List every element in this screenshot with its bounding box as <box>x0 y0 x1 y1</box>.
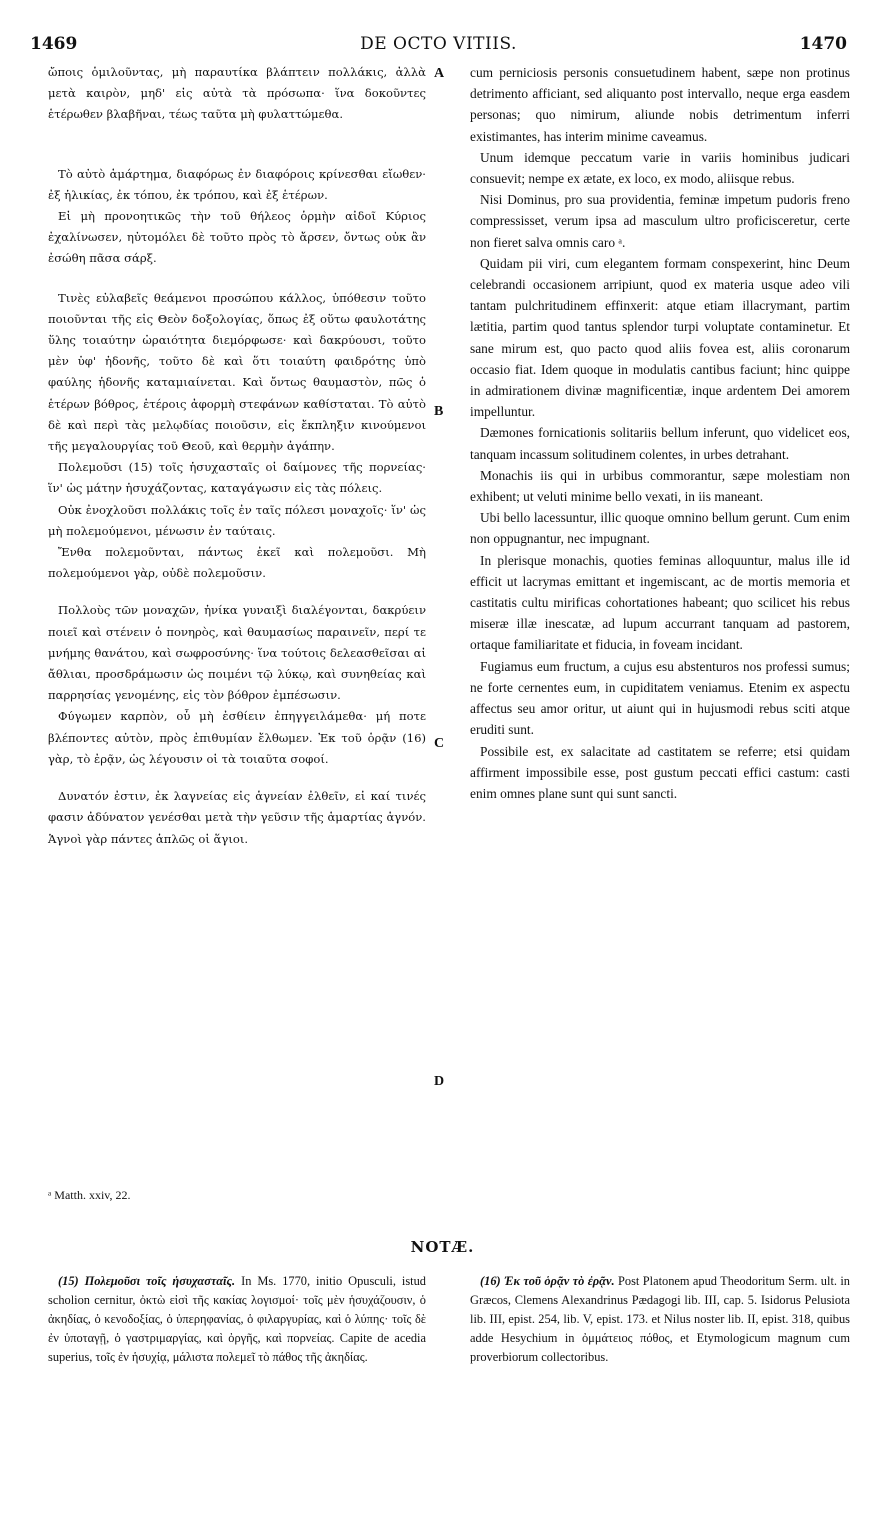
note-15-text: In Ms. 1770, initio Opusculi, istud scholion cernitur, ὀκτὼ εἰσὶ τῆς κακίας λογισμοί· τοῖς μὲν ἡσυχάζουσιν, ὁ ἀκηδίας, ὁ κενοδοξίας, ὁ ὑπερηφανίας, ὁ φιλαργυρίας, καὶ ὁ λύπης· τοῖς δὲ ἐν ὑποταγῇ, ὁ γαστριμαργίας, καὶ ὀργῆς, καὶ πορνείας. Capite de acedia superius, τοῖς ἐν ἡσυχίᾳ, μάλιστα πολεμεῖ τὸ πάθος τῆς ἀκηδίας. <box>48 1274 427 1364</box>
greek-paragraph: Πολλοὺς τῶν μοναχῶν, ἡνίκα γυναιξὶ διαλέγονται, δακρύειν ποιεῖ καὶ στένειν ὁ πονηρὸς, καὶ θαυμασίως παραινεῖν, περί τε μνήμης θανάτου, καὶ σωφροσύνης· ἵνα τούτοις δελεασθεῖσαι αἱ ἄθλιαι, προσδράμωσιν ὡς ποιμένι τῷ λύκῳ, καὶ συνηθείας καὶ παρρησίας γενομένης, εἰς τὸν βόθρον ἐμπέσωσιν. <box>48 603 426 703</box>
notes-heading: NOTÆ. <box>410 1238 475 1256</box>
greek-paragraph: Ἔνθα πολεμοῦνται, πάντως ἐκεῖ καὶ πολεμοῦσι. Μὴ πολεμούμενοι γὰρ, οὐδὲ πολεμοῦσιν. <box>48 545 426 581</box>
greek-paragraph: Τὸ αὐτὸ ἁμάρτημα, διαφόρως ἐν διαφόροις κρίνεσθαι εἴωθεν· ἐξ ἡλικίας, ἐκ τόπου, ἐκ τρόπου, καὶ ἐξ ἑτέρων. <box>48 166 426 202</box>
greek-paragraph: Δυνατόν ἐστιν, ἐκ λαγνείας εἰς ἁγνείαν ἐλθεῖν, εἰ καί τινές φασιν ἀδύνατον γενέσθαι μετὰ τὴν γεῦσιν τῆς ἁμαρτίας ἁγνόν. Ἁγνοὶ γὰρ πάντες ἁπλῶς οἱ ἅγιοι. <box>48 789 426 846</box>
note-15-label: (15) Πολεμοῦσι τοῖς ἡσυχασταῖς. <box>58 1274 236 1288</box>
note-16-label: (16) Ἐκ τοῦ ὁρᾷν τὸ ἐρᾷν. <box>480 1274 615 1288</box>
greek-paragraph: Εἰ μὴ προνοητικῶς τὴν τοῦ θήλεος ὁρμὴν αἰδοῖ Κύριος ἐχαλίνωσεν, ηὐτομόλει δὲ τοῦτο πρὸς τὸ ἄρσεν, ὄντως οὐκ ἂν ἐσώθη πᾶσα σάρξ. <box>48 209 426 266</box>
latin-paragraph: Monachis iis qui in urbibus commorantur, sæpe molestiam non exhibent; ut veluti minime bello vexati, in iis maneant. <box>470 467 850 505</box>
greek-paragraph: Πολεμοῦσι (15) τοῖς ἡσυχασταῖς οἱ δαίμονες τῆς πορνείας· ἵν' ὡς μάτην ἡσυχάζοντας, καταγάγωσιν εἰς τὰς πόλεις. <box>48 460 426 496</box>
latin-paragraph: Dæmones fornicationis solitariis bellum inferunt, quo videlicet eos, tanquam incassum solitudinem colentes, in urbes detrahant. <box>470 425 850 462</box>
note-15 <box>48 1272 426 1367</box>
page-number-right: 1470 <box>799 34 847 54</box>
latin-paragraph: Fugiamus eum fructum, a cujus esu abstenturos nos professi sumus; ne forte cernentes eum, in cupiditatem veniamus. Etenim ex aspectu affectus seu amor oritur, ut aiunt qui in hujusmodi rebus sciti atque eruditi sunt. <box>470 658 850 738</box>
greek-paragraph: Τινὲς εὐλαβεῖς θεάμενοι προσώπου κάλλος, ὑπόθεσιν τοῦτο ποιοῦνται τῆς εἰς Θεὸν δοξολογίας, ὅπως ἐξ οὕτω φαυλοτάτης ὕλης τοιαύτην ὡραιότητα διεμόρφωσε· καὶ δακρύουσι, τοῦτο μὲν ὑφ' ἡδονῆς, τοῦτο δὲ καὶ ὅτι τοιαύτη φαιδρότης ὑπὸ φαύλης ἡδονῆς καταμιαίνεται. Καὶ ὄντως θαυμαστὸν, πῶς ὁ ἑτέρων βόθρος, ἑτέροις ἀφορμὴ στεφάνων καθίσταται. Τὸ αὐτὸ δὲ καὶ περὶ τὰς μελῳδίας ποιοῦσιν, εἰς ἔκπληξιν κινούμενοι τῆς μεγαλουργίας τοῦ Θεοῦ, καὶ θερμὴν ἀγάπην. <box>48 290 426 454</box>
latin-paragraph: In plerisque monachis, quoties feminas alloquuntur, malus ille id efficit ut lacrymas emittant et ingemiscant, ac de mortis memoria et castitatis cultu mirificas cohortationes habeant; quo scilicet his rebus miseræ illæ inescatæ, ad lupum accurrant tanquam ad pastorem, ortaque familiaritate et fiducia, in foveam incidant. <box>470 552 850 653</box>
greek-paragraph: Οὐκ ἐνοχλοῦσι πολλάκις τοῖς ἐν ταῖς πόλεσι μοναχοῖς· ἵν' ὡς μὴ πολεμούμενοι, μένωσιν ἐν ταύταις. <box>48 502 426 538</box>
latin-paragraph: Ubi bello lacessuntur, illic quoque omnino bellum gerunt. Cum enim non oppugnantur, nec impugnant. <box>470 510 850 547</box>
greek-paragraph: Φύγωμεν καρπὸν, οὗ μὴ ἐσθίειν ἐπηγγειλάμεθα· μή ποτε βλέποντες αὐτὸν, πρὸς ἐπιθυμίαν ἔλθωμεν. Ἐκ τοῦ ὁρᾷν (16) γὰρ, τὸ ἐρᾷν, ὡς λέγουσιν οἱ τὰ τοιαῦτα σοφοί. <box>48 709 426 766</box>
running-header <box>30 34 847 60</box>
section-marker-a: A <box>434 66 445 81</box>
running-title: DE OCTO VITIIS. <box>360 34 517 54</box>
page-number-left: 1469 <box>30 34 78 54</box>
latin-paragraph: cum perniciosis personis consuetudinem habent, sæpe non protinus detrimento afficiant, sed aliquanto post intervallo, neque erga easdem personas; quo nimirum, aliunde nobis detrimentum inferri existimantes, has interim minime caveamus. <box>470 65 850 144</box>
section-marker-b: B <box>434 404 444 419</box>
note-16-text: Post Platonem apud Theodoritum Serm. ult. in Græcos, Clemens Alexandrinus Pædagogi lib. III, cap. 5. Isidorus Pelusiota lib. III, epist. 254, lib. V, epist. 173. et Nilus noster lib. II, epist. 318, quibus adde Hesychium in ὀμμάτειος πόθος, et Etymologicum magnum cum proverbiorum collectoribus. <box>470 1274 850 1364</box>
latin-column <box>470 62 850 804</box>
greek-paragraph: ὤποις ὁμιλοῦντας, μὴ παραυτίκα βλάπτειν πολλάκις, ἀλλὰ μετὰ καιρὸν, μηδ' εἰς αὐτὰ τὰ πρόσωπα· ἵνα δοκοῦντες ἑτέρωθεν βλαβῆναι, τέως ταῦτα μὴ φυλαττώμεθα. <box>48 65 426 122</box>
note-16 <box>470 1272 850 1367</box>
section-marker-d: D <box>434 1074 445 1089</box>
greek-column <box>48 62 426 850</box>
section-marker-c: C <box>434 736 445 751</box>
footnote: ᵃ Matth. xxiv, 22. <box>48 1188 131 1202</box>
latin-paragraph: Unum idemque peccatum varie in variis hominibus judicari consuevit; nempe ex ætate, ex loco, ex modo, aliisque rebus. <box>470 149 850 187</box>
latin-paragraph: Quidam pii viri, cum elegantem formam conspexerint, hinc Deum celebrandi occasionem arripiunt, quod ex materia usque adeo vili tantam pulchritudinem effinxerit: atque etiam illacrymant, partim lætitia, partim quod tantus splendor turpi voluptate contaminetur. Et sane mirum est, quo pacto quod aliis fovea est, aliis coronarum occasio fiat. Idem quoque in modulatis cantibus faciunt; hinc quippe in admirationem divinæ magnificentiæ, inque ardentem Dei amorem impelluntur. <box>470 255 850 420</box>
latin-paragraph: Possibile est, ex salacitate ad castitatem se referre; etsi quidam affirment impossibile esse, post gustum peccati effici castum: casti enim omnes plane sunt qui sunt sancti. <box>470 743 850 801</box>
latin-paragraph: Nisi Dominus, pro sua providentia, feminæ impetum pudoris freno compressisset, verum ipsa ad masculum ultro proficisceretur, certe non fieret salva omnis caro ᵃ. <box>470 192 850 250</box>
